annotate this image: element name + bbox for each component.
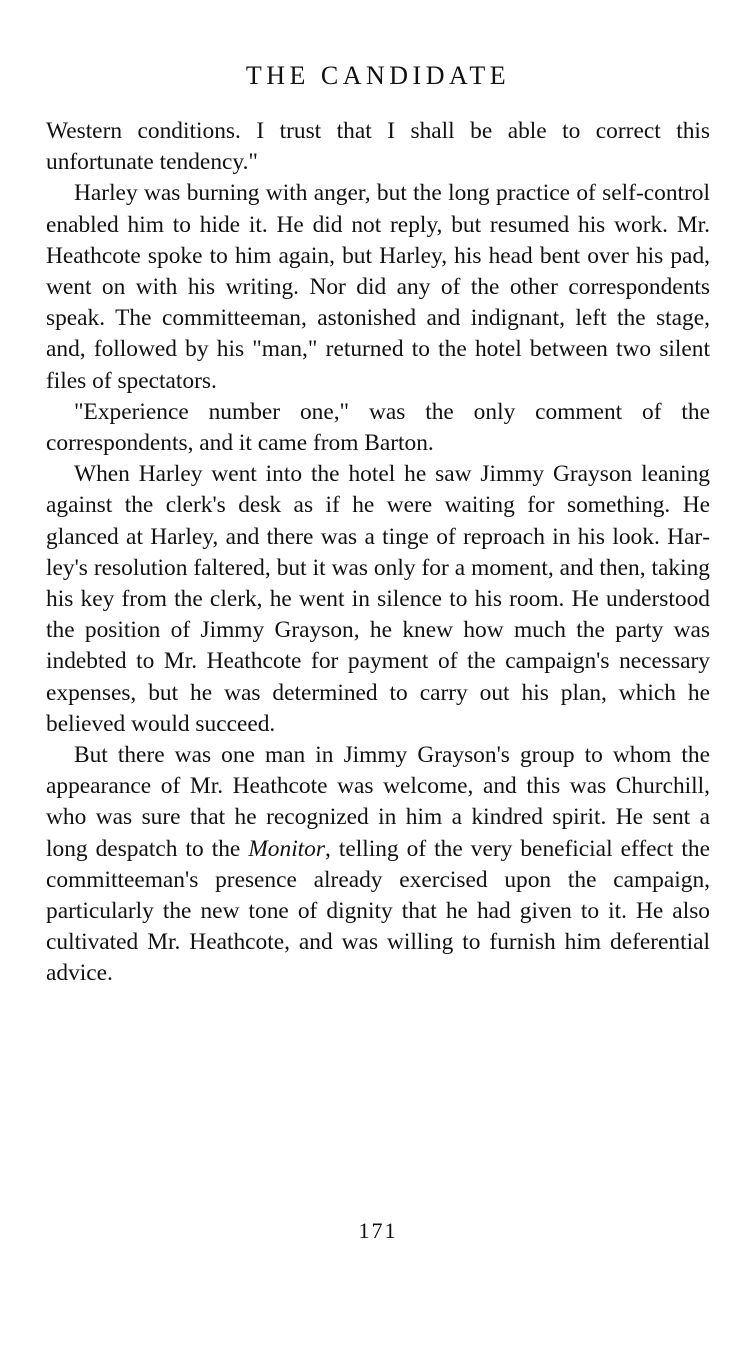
newspaper-title: Monitor	[248, 835, 325, 862]
body-text	[46, 116, 710, 990]
running-head: THE CANDIDATE	[245, 61, 511, 90]
page-number: 171	[358, 1218, 398, 1243]
paragraph: Harley was burning with anger, but the long practice of self-control enabled him to hide it. He did not reply, but resumed his work. Mr. Heathcote spoke to him again, but Harley, his head bent over his pad, went on with his writing. Nor did any of the other correspondents speak. The committeeman, astonished and indignant, left the stage, and, followed by his "man," returned to the hotel between two silent files of spectators.	[46, 180, 710, 394]
paragraph: "Experience number one," was the only comment of the correspondents, and it came from Barton.	[46, 398, 710, 457]
paragraph-continued: Western conditions. I trust that I shall be able to correct this unfortunate tendency."	[46, 118, 710, 176]
paragraph: When Harley went into the hotel he saw Jimmy Grayson leaning against the clerk's desk as if he were waiting for something. He glanced at Harley, and there was a tinge of reproach in his look. Harley's resolution faltered, but it was only for a moment, and then, taking his key from the clerk, he went in silence to his room. He understood the position of Jimmy Grayson, he knew how much the party was indebted to Mr. Heathcote for payment of the campaign's necessary expenses, but he was determined to carry out his plan, which he believed would succeed.	[46, 461, 710, 737]
text-span: But there was one man in Jimmy Grayson's group to whom the appearance of Mr. Heathcote was welcome, and this was Churchill, who was sure that he recognized in him a kindred spirit. He sent a long despatch to the	[46, 742, 710, 862]
text-span: , telling of the very beneficial effect the committeeman's presence already exercised upon the campaign, particularly the new tone of dignity that he had given to it. He also cultivated Mr. Heathcote, and was willing to furnish him deferential advice.	[46, 835, 710, 987]
paragraph-last	[46, 740, 710, 990]
